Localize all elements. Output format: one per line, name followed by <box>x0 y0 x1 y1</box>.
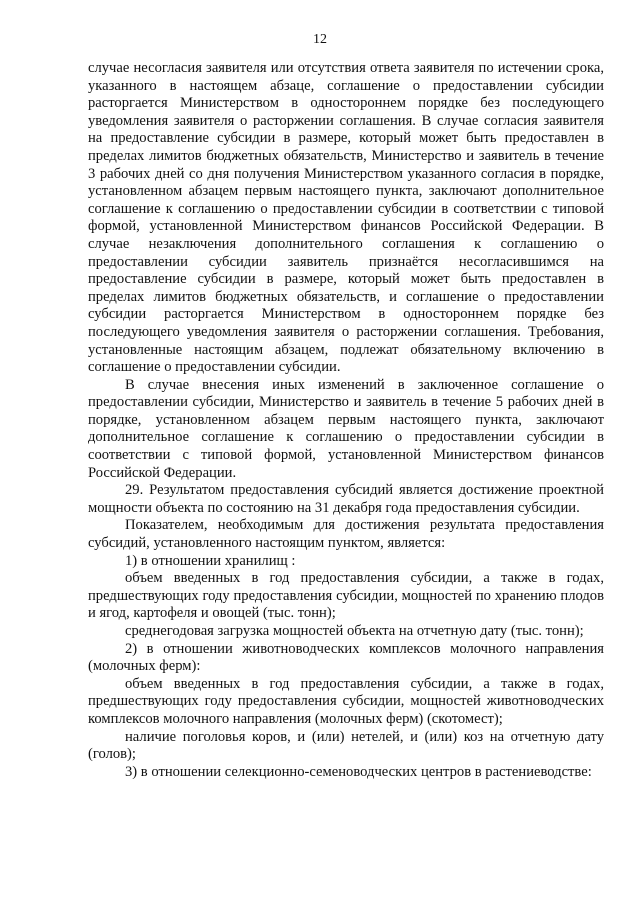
paragraph: Показателем, необходимым для достижения результата предоставления субсидий, установленного настоящим пунктом, является: <box>88 517 604 552</box>
paragraph: наличие поголовья коров, и (или) нетелей, и (или) коз на отчетную дату (голов); <box>88 728 604 763</box>
paragraph-continuation: случае несогласия заявителя или отсутствия ответа заявителя по истечении срока, указанного в настоящем абзаце, соглашение о предоставлении субсидии расторгается Министерством в одностороннем порядке без последующего уведомления заявителя о расторжении соглашения. В случае согласия заявителя на предоставление субсидии в размере, который может быть предоставлен в пределах лимитов бюджетных обязательств, Министерство и заявитель в течение 3 рабочих дней со дня получения Министерством указанного согласия в порядке, установленном абзацем первым настоящего пункта, заключают дополнительное соглашение к соглашению о предоставлении субсидии в соответствии с типовой формой, установленной Министерством финансов Российской Федерации. В случае незаключения дополнительного соглашения к соглашению о предоставлении субсидии заявитель признаётся несогласившимся на предоставление субсидии в размере, который может быть предоставлен в пределах лимитов бюджетных обязательств, и соглашение о предоставлении субсидии расторгается Министерством в одностороннем порядке без последующего уведомления заявителя о расторжении соглашения. Требования, установленные настоящим абзацем, подлежат обязательному включению в соглашение о предоставлении субсидии. <box>88 60 604 376</box>
paragraph-item-29: 29. Результатом предоставления субсидий является достижение проектной мощности объекта по состоянию на 31 декабря года предоставления субсидии. <box>88 482 604 516</box>
paragraph: среднегодовая загрузка мощностей объекта на отчетную дату (тыс. тонн); <box>125 623 584 639</box>
paragraph: объем введенных в год предоставления субсидии, а также в годах, предшествующих году предоставления субсидии, мощностей животноводческих комплексов молочного направления (молочных ферм) (скотомест); <box>88 675 604 727</box>
document-body <box>88 60 604 781</box>
list-item: 1) в отношении хранилищ : <box>125 552 296 569</box>
list-item: 3) в отношении селекционно-семеноводческих центров в растениеводстве: <box>125 763 592 780</box>
paragraph: В случае внесения иных изменений в заключенное соглашение о предоставлении субсидии, Министерство и заявитель в течение 5 рабочих дней в порядке, установленном абзацем первым настоящего пункта, заключают дополнительное соглашение к соглашению о предоставлении субсидии в соответствии с типовой формой, установленной Министерством финансов Российской Федерации. <box>88 376 604 481</box>
paragraph: объем введенных в год предоставления субсидии, а также в годах, предшествующих году предоставления субсидии, мощностей по хранению плодов и ягод, картофеля и овощей (тыс. тонн); <box>88 570 604 622</box>
list-item: 2) в отношении животноводческих комплексов молочного направления (молочных ферм): <box>88 640 604 675</box>
page-number: 12 <box>313 32 327 47</box>
